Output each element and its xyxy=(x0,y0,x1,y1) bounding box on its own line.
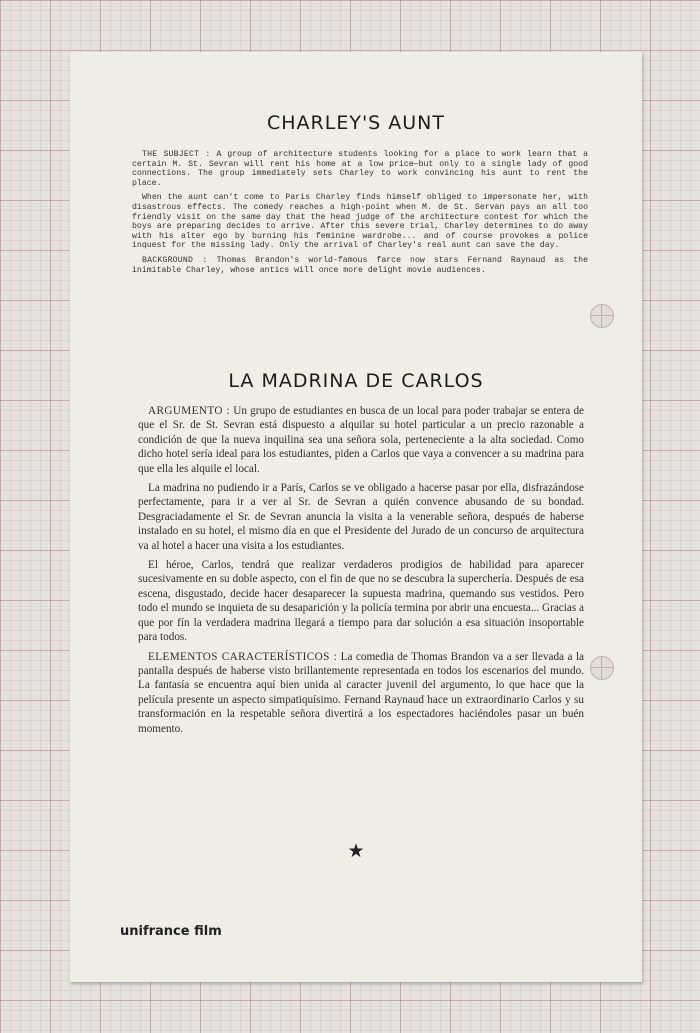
elementos-paragraph xyxy=(138,650,584,736)
background-label: BACKGROUND : xyxy=(142,255,208,265)
english-paragraph-2: When the aunt can't come to Paris Charley finds himself obliged to impersonate her, with disastrous effects. The comedy reaches a high-point when M. de St. Servan pays an all too friendly visit on the same day that the head judge of the architecture contest for which the boys are preparing decides to arrive. After this severe trial, Charley determines to do away with his alter ego by burning his feminine wardrobe... and of course provokes a police inquest for the missing lady. Only the arrival of Charley's real aunt can save the day. xyxy=(132,193,588,251)
star-icon: ★ xyxy=(347,840,365,862)
english-title: CHARLEY'S AUNT xyxy=(267,112,445,134)
subject-paragraph xyxy=(132,150,588,188)
background-paragraph xyxy=(132,256,588,275)
subject-text: A group of architecture students looking for a place to work learn that a certain M. St. Sevran will rent his home at a low price—but only to a single lady of good connections. The group immediately sets Charley to work convincing his aunt to rent the place. xyxy=(132,150,588,188)
elementos-label: ELEMENTOS CARACTERÍSTICOS : xyxy=(148,650,338,663)
spanish-title: LA MADRINA DE CARLOS xyxy=(228,370,484,392)
argumento-paragraph xyxy=(138,404,584,476)
argumento-text: Un grupo de estudiantes en busca de un local para poder trabajar se entera de que el Sr. de St. Sevran está dispuesto a alquilar su hotel particular a un precio razonable a condición de que la nueva inquilina sea una señora sola, perteneciente a la alta sociedad. Como dicho hotel sería ideal para los estudiantes, piden a Carlos que vaya a convencer a su madrina para que ella les alquile el local. xyxy=(138,405,585,475)
spanish-synopsis xyxy=(138,404,584,741)
document-sheet xyxy=(70,52,642,982)
elementos-text: La comedia de Thomas Brandon va a ser llevada a la pantalla después de haberse visto brillantemente representada en todos los escenarios del mundo. La fantasía se encuentra aquí bien unida al caracter juvenil del argumento, lo que hace que la película presente un aspecto simpatiquísimo. Fernand Raynaud hace un extraordinario Carlos y su transformación en la respetable señora divertirá a los espectadores haciéndoles pasar un buén momento. xyxy=(138,650,585,735)
background-text: Thomas Brandon's world-famous farce now stars Fernand Raynaud as the inimitable Charley, whose antics will once more delight movie audiences. xyxy=(132,255,588,275)
subject-label: THE SUBJECT : xyxy=(142,150,211,159)
spanish-paragraph-3: El héroe, Carlos, tendrá que realizar verdaderos prodigios de habilidad para aparecer sucesivamente en su doble aspecto, con el fin de que no se descubra la superchería. Después de esa escena, disgustado, decide hacer desaparecer la supuesta madrina, quemando sus vestidos. Pero todo el mundo se inquieta de su desaparición y la policía termina por abrir una encuesta... Gracias a que por fín la verdadera madrina llegará a tiempo para dar solución a esa situación insoportable para todos. xyxy=(138,559,584,644)
argumento-label: ARGUMENTO : xyxy=(148,405,231,417)
brand-logo: unifrance film xyxy=(120,924,222,939)
english-synopsis xyxy=(132,150,588,280)
spanish-paragraph-2: La madrina no pudiendo ir a París, Carlos se ve obligado a hacerse pasar por ella, disfrazándose perfectamente, para ir a ver al Sr. de Sevran a quién convence abusando de su bondad. Desgraciadamente el Sr. de Sevran anuncia la visita a la venerable señora, después de haberse instalado en su hotel, el mismo día en que el Presidente del Jurado de un concurso de arquitectura va al hotel a hacer una visita a los estudiantes. xyxy=(138,482,584,552)
punch-hole-top xyxy=(590,304,614,328)
punch-hole-bottom xyxy=(590,656,614,680)
